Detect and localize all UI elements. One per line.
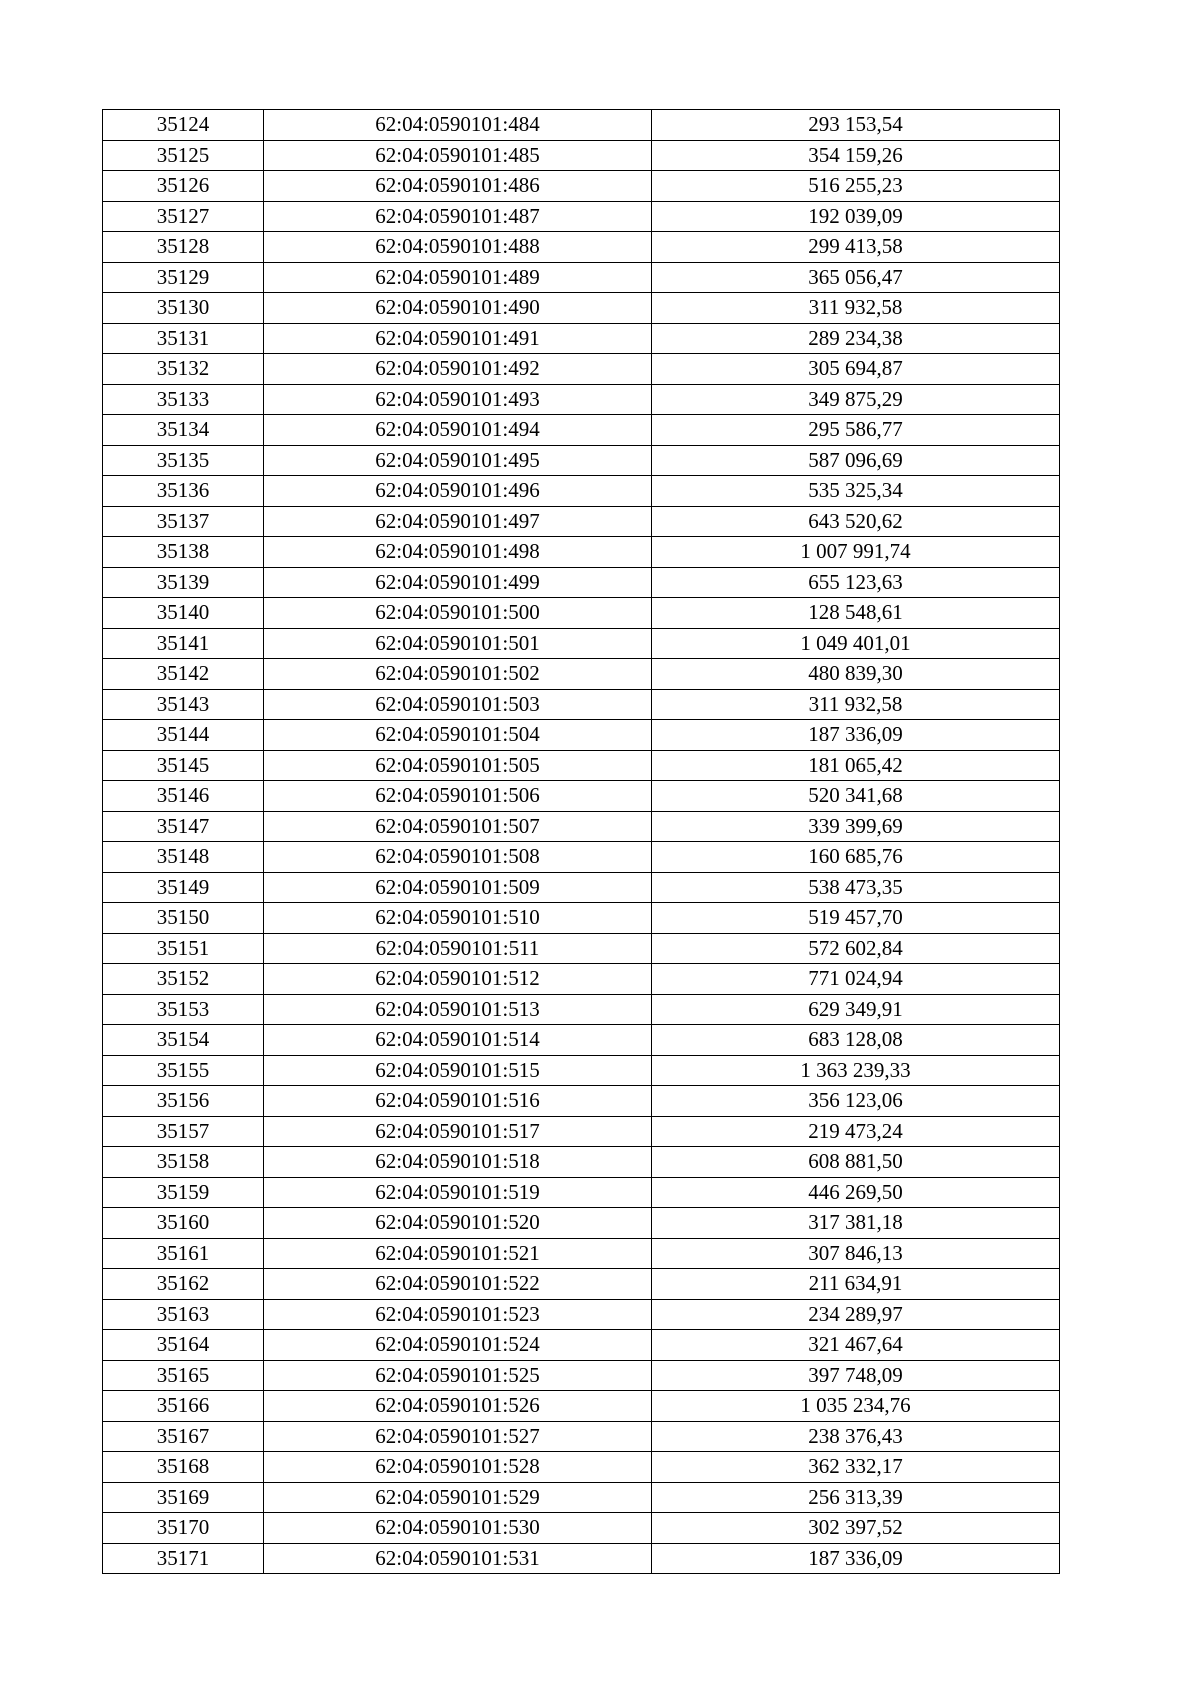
row-number-cell: 35130 xyxy=(103,293,264,324)
row-number-cell: 35161 xyxy=(103,1238,264,1269)
cadastral-value-cell: 293 153,54 xyxy=(652,110,1060,141)
table-row xyxy=(103,140,1060,171)
row-number-cell: 35132 xyxy=(103,354,264,385)
cadastral-value-cell: 219 473,24 xyxy=(652,1116,1060,1147)
table-row xyxy=(103,1299,1060,1330)
cadastral-number-cell: 62:04:0590101:514 xyxy=(264,1025,652,1056)
row-number-cell: 35165 xyxy=(103,1360,264,1391)
cadastral-number-cell: 62:04:0590101:509 xyxy=(264,872,652,903)
row-number-cell: 35142 xyxy=(103,659,264,690)
cadastral-value-cell: 356 123,06 xyxy=(652,1086,1060,1117)
table-row xyxy=(103,1025,1060,1056)
cadastral-value-cell: 354 159,26 xyxy=(652,140,1060,171)
table-row xyxy=(103,659,1060,690)
table-row xyxy=(103,1330,1060,1361)
row-number-cell: 35168 xyxy=(103,1452,264,1483)
row-number-cell: 35163 xyxy=(103,1299,264,1330)
cadastral-number-cell: 62:04:0590101:516 xyxy=(264,1086,652,1117)
row-number-cell: 35127 xyxy=(103,201,264,232)
cadastral-number-cell: 62:04:0590101:500 xyxy=(264,598,652,629)
cadastral-number-cell: 62:04:0590101:511 xyxy=(264,933,652,964)
cadastral-value-cell: 295 586,77 xyxy=(652,415,1060,446)
cadastral-number-cell: 62:04:0590101:496 xyxy=(264,476,652,507)
cadastral-number-cell: 62:04:0590101:507 xyxy=(264,811,652,842)
table-row xyxy=(103,1513,1060,1544)
row-number-cell: 35153 xyxy=(103,994,264,1025)
row-number-cell: 35144 xyxy=(103,720,264,751)
cadastral-number-cell: 62:04:0590101:518 xyxy=(264,1147,652,1178)
row-number-cell: 35170 xyxy=(103,1513,264,1544)
row-number-cell: 35125 xyxy=(103,140,264,171)
row-number-cell: 35139 xyxy=(103,567,264,598)
cadastral-number-cell: 62:04:0590101:486 xyxy=(264,171,652,202)
row-number-cell: 35159 xyxy=(103,1177,264,1208)
cadastral-number-cell: 62:04:0590101:517 xyxy=(264,1116,652,1147)
cadastral-number-cell: 62:04:0590101:494 xyxy=(264,415,652,446)
cadastral-value-cell: 480 839,30 xyxy=(652,659,1060,690)
row-number-cell: 35131 xyxy=(103,323,264,354)
cadastral-number-cell: 62:04:0590101:530 xyxy=(264,1513,652,1544)
row-number-cell: 35133 xyxy=(103,384,264,415)
cadastral-value-cell: 311 932,58 xyxy=(652,689,1060,720)
table-row xyxy=(103,1116,1060,1147)
table-row xyxy=(103,262,1060,293)
cadastral-value-cell: 349 875,29 xyxy=(652,384,1060,415)
row-number-cell: 35154 xyxy=(103,1025,264,1056)
cadastral-value-cell: 187 336,09 xyxy=(652,1543,1060,1574)
table-row xyxy=(103,1177,1060,1208)
cadastral-number-cell: 62:04:0590101:524 xyxy=(264,1330,652,1361)
row-number-cell: 35160 xyxy=(103,1208,264,1239)
table-row xyxy=(103,628,1060,659)
row-number-cell: 35140 xyxy=(103,598,264,629)
cadastral-number-cell: 62:04:0590101:502 xyxy=(264,659,652,690)
cadastral-value-cell: 629 349,91 xyxy=(652,994,1060,1025)
cadastral-number-cell: 62:04:0590101:525 xyxy=(264,1360,652,1391)
cadastral-number-cell: 62:04:0590101:527 xyxy=(264,1421,652,1452)
table-row xyxy=(103,598,1060,629)
cadastral-number-cell: 62:04:0590101:489 xyxy=(264,262,652,293)
row-number-cell: 35148 xyxy=(103,842,264,873)
table-row xyxy=(103,1055,1060,1086)
cadastral-number-cell: 62:04:0590101:490 xyxy=(264,293,652,324)
table-row xyxy=(103,384,1060,415)
table-row xyxy=(103,750,1060,781)
cadastral-value-cell: 771 024,94 xyxy=(652,964,1060,995)
table-row xyxy=(103,720,1060,751)
row-number-cell: 35135 xyxy=(103,445,264,476)
table-row xyxy=(103,354,1060,385)
cadastral-value-cell: 181 065,42 xyxy=(652,750,1060,781)
table-row xyxy=(103,1482,1060,1513)
cadastral-value-cell: 299 413,58 xyxy=(652,232,1060,263)
cadastral-number-cell: 62:04:0590101:497 xyxy=(264,506,652,537)
cadastral-number-cell: 62:04:0590101:510 xyxy=(264,903,652,934)
cadastral-number-cell: 62:04:0590101:495 xyxy=(264,445,652,476)
cadastral-value-cell: 192 039,09 xyxy=(652,201,1060,232)
cadastral-number-cell: 62:04:0590101:521 xyxy=(264,1238,652,1269)
cadastral-value-cell: 321 467,64 xyxy=(652,1330,1060,1361)
cadastral-value-cell: 538 473,35 xyxy=(652,872,1060,903)
cadastral-value-cell: 520 341,68 xyxy=(652,781,1060,812)
row-number-cell: 35134 xyxy=(103,415,264,446)
cadastral-value-cell: 307 846,13 xyxy=(652,1238,1060,1269)
cadastral-value-cell: 535 325,34 xyxy=(652,476,1060,507)
cadastral-number-cell: 62:04:0590101:501 xyxy=(264,628,652,659)
row-number-cell: 35150 xyxy=(103,903,264,934)
cadastral-number-cell: 62:04:0590101:485 xyxy=(264,140,652,171)
cadastral-value-cell: 655 123,63 xyxy=(652,567,1060,598)
row-number-cell: 35166 xyxy=(103,1391,264,1422)
cadastral-number-cell: 62:04:0590101:488 xyxy=(264,232,652,263)
cadastral-value-cell: 211 634,91 xyxy=(652,1269,1060,1300)
row-number-cell: 35138 xyxy=(103,537,264,568)
table-row xyxy=(103,567,1060,598)
table-row xyxy=(103,994,1060,1025)
table-row xyxy=(103,781,1060,812)
row-number-cell: 35137 xyxy=(103,506,264,537)
cadastral-number-cell: 62:04:0590101:529 xyxy=(264,1482,652,1513)
table-row xyxy=(103,933,1060,964)
table-row xyxy=(103,506,1060,537)
table-row xyxy=(103,1269,1060,1300)
cadastral-number-cell: 62:04:0590101:523 xyxy=(264,1299,652,1330)
cadastral-value-cell: 446 269,50 xyxy=(652,1177,1060,1208)
table-row xyxy=(103,903,1060,934)
table-row xyxy=(103,1391,1060,1422)
row-number-cell: 35164 xyxy=(103,1330,264,1361)
cadastral-number-cell: 62:04:0590101:499 xyxy=(264,567,652,598)
row-number-cell: 35157 xyxy=(103,1116,264,1147)
cadastral-value-cell: 1 049 401,01 xyxy=(652,628,1060,659)
cadastral-value-cell: 683 128,08 xyxy=(652,1025,1060,1056)
row-number-cell: 35162 xyxy=(103,1269,264,1300)
cadastral-number-cell: 62:04:0590101:526 xyxy=(264,1391,652,1422)
cadastral-number-cell: 62:04:0590101:508 xyxy=(264,842,652,873)
cadastral-value-cell: 234 289,97 xyxy=(652,1299,1060,1330)
cadastral-value-cell: 305 694,87 xyxy=(652,354,1060,385)
table-row xyxy=(103,110,1060,141)
cadastral-value-cell: 238 376,43 xyxy=(652,1421,1060,1452)
cadastral-value-cell: 289 234,38 xyxy=(652,323,1060,354)
table-row xyxy=(103,1238,1060,1269)
row-number-cell: 35156 xyxy=(103,1086,264,1117)
row-number-cell: 35141 xyxy=(103,628,264,659)
cadastral-number-cell: 62:04:0590101:498 xyxy=(264,537,652,568)
cadastral-value-cell: 516 255,23 xyxy=(652,171,1060,202)
cadastral-value-cell: 256 313,39 xyxy=(652,1482,1060,1513)
table-row xyxy=(103,1452,1060,1483)
row-number-cell: 35155 xyxy=(103,1055,264,1086)
row-number-cell: 35143 xyxy=(103,689,264,720)
table-row xyxy=(103,1147,1060,1178)
cadastral-number-cell: 62:04:0590101:487 xyxy=(264,201,652,232)
table-row xyxy=(103,201,1060,232)
cadastral-number-cell: 62:04:0590101:531 xyxy=(264,1543,652,1574)
cadastral-number-cell: 62:04:0590101:493 xyxy=(264,384,652,415)
table-row xyxy=(103,171,1060,202)
row-number-cell: 35128 xyxy=(103,232,264,263)
row-number-cell: 35167 xyxy=(103,1421,264,1452)
row-number-cell: 35126 xyxy=(103,171,264,202)
row-number-cell: 35146 xyxy=(103,781,264,812)
cadastral-number-cell: 62:04:0590101:504 xyxy=(264,720,652,751)
table-row xyxy=(103,445,1060,476)
cadastral-value-cell: 1 007 991,74 xyxy=(652,537,1060,568)
cadastral-number-cell: 62:04:0590101:520 xyxy=(264,1208,652,1239)
cadastral-number-cell: 62:04:0590101:515 xyxy=(264,1055,652,1086)
row-number-cell: 35151 xyxy=(103,933,264,964)
cadastral-value-cell: 397 748,09 xyxy=(652,1360,1060,1391)
table-row xyxy=(103,1421,1060,1452)
cadastral-value-cell: 317 381,18 xyxy=(652,1208,1060,1239)
row-number-cell: 35152 xyxy=(103,964,264,995)
cadastral-number-cell: 62:04:0590101:503 xyxy=(264,689,652,720)
cadastral-value-cell: 362 332,17 xyxy=(652,1452,1060,1483)
cadastral-value-cell: 1 363 239,33 xyxy=(652,1055,1060,1086)
cadastral-value-cell: 160 685,76 xyxy=(652,842,1060,873)
row-number-cell: 35145 xyxy=(103,750,264,781)
row-number-cell: 35147 xyxy=(103,811,264,842)
cadastral-number-cell: 62:04:0590101:506 xyxy=(264,781,652,812)
cadastral-number-cell: 62:04:0590101:484 xyxy=(264,110,652,141)
table-row xyxy=(103,1086,1060,1117)
cadastral-value-cell: 608 881,50 xyxy=(652,1147,1060,1178)
table-row xyxy=(103,1360,1060,1391)
row-number-cell: 35169 xyxy=(103,1482,264,1513)
row-number-cell: 35149 xyxy=(103,872,264,903)
table-row xyxy=(103,964,1060,995)
table-row xyxy=(103,689,1060,720)
table-row xyxy=(103,323,1060,354)
cadastral-number-cell: 62:04:0590101:528 xyxy=(264,1452,652,1483)
cadastral-value-cell: 643 520,62 xyxy=(652,506,1060,537)
cadastral-value-cell: 365 056,47 xyxy=(652,262,1060,293)
table-row xyxy=(103,1208,1060,1239)
cadastral-number-cell: 62:04:0590101:512 xyxy=(264,964,652,995)
cadastral-value-cell: 587 096,69 xyxy=(652,445,1060,476)
row-number-cell: 35158 xyxy=(103,1147,264,1178)
table-row xyxy=(103,842,1060,873)
cadastral-value-cell: 302 397,52 xyxy=(652,1513,1060,1544)
cadastral-value-cell: 339 399,69 xyxy=(652,811,1060,842)
cadastral-value-cell: 311 932,58 xyxy=(652,293,1060,324)
row-number-cell: 35124 xyxy=(103,110,264,141)
table-row xyxy=(103,415,1060,446)
cadastral-number-cell: 62:04:0590101:492 xyxy=(264,354,652,385)
cadastral-value-table xyxy=(102,109,1060,1574)
cadastral-value-cell: 128 548,61 xyxy=(652,598,1060,629)
cadastral-number-cell: 62:04:0590101:519 xyxy=(264,1177,652,1208)
cadastral-number-cell: 62:04:0590101:491 xyxy=(264,323,652,354)
table-row xyxy=(103,1543,1060,1574)
table-row xyxy=(103,293,1060,324)
row-number-cell: 35129 xyxy=(103,262,264,293)
table-row xyxy=(103,872,1060,903)
table-row xyxy=(103,537,1060,568)
row-number-cell: 35171 xyxy=(103,1543,264,1574)
table-row xyxy=(103,476,1060,507)
row-number-cell: 35136 xyxy=(103,476,264,507)
cadastral-value-cell: 1 035 234,76 xyxy=(652,1391,1060,1422)
cadastral-value-cell: 187 336,09 xyxy=(652,720,1060,751)
table-row xyxy=(103,232,1060,263)
cadastral-number-cell: 62:04:0590101:505 xyxy=(264,750,652,781)
cadastral-number-cell: 62:04:0590101:513 xyxy=(264,994,652,1025)
table-row xyxy=(103,811,1060,842)
cadastral-value-cell: 572 602,84 xyxy=(652,933,1060,964)
cadastral-number-cell: 62:04:0590101:522 xyxy=(264,1269,652,1300)
table-body xyxy=(103,110,1060,1574)
cadastral-value-cell: 519 457,70 xyxy=(652,903,1060,934)
